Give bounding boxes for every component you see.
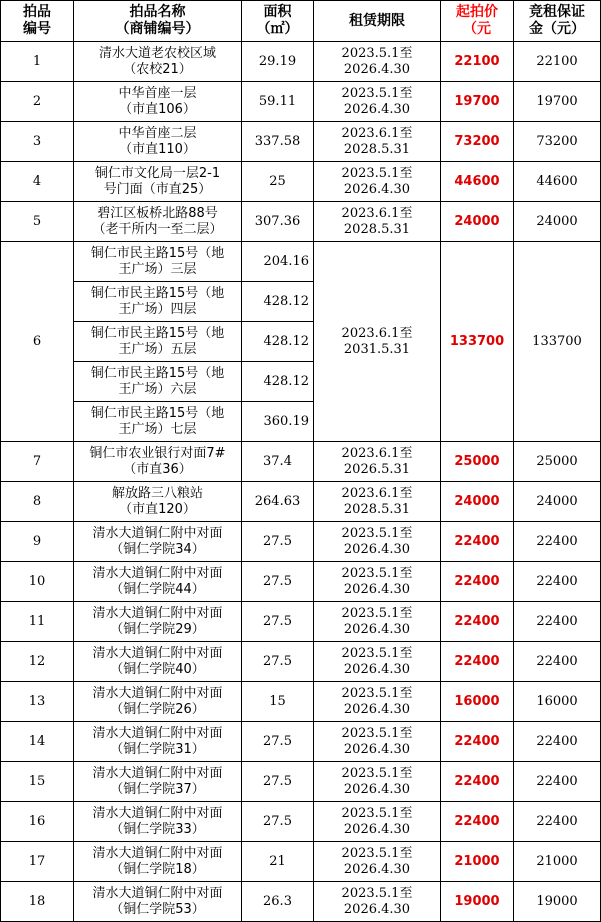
lot-number: 4 <box>1 162 74 202</box>
lot-number: 6 <box>1 242 74 442</box>
start-price: 19700 <box>441 82 514 122</box>
start-price: 22400 <box>441 802 514 842</box>
lot-number: 2 <box>1 82 74 122</box>
header-start-price: 起拍价 （元 <box>441 1 514 42</box>
lot-number: 9 <box>1 522 74 562</box>
shop-name: 清水大道铜仁附中对面 （铜仁学院53） <box>74 882 242 922</box>
table-row <box>1 122 601 162</box>
table-row <box>1 682 601 722</box>
lease-term: 2023.6.1至 2031.5.31 <box>314 242 441 442</box>
header-term: 租赁期限 <box>314 1 441 42</box>
shop-name: 铜仁市民主路15号（地 王广场）五层 <box>74 322 242 362</box>
deposit: 22100 <box>514 42 601 82</box>
lot-number: 12 <box>1 642 74 682</box>
start-price: 21000 <box>441 842 514 882</box>
lot-number: 8 <box>1 482 74 522</box>
start-price: 73200 <box>441 122 514 162</box>
table-row <box>1 602 601 642</box>
deposit: 25000 <box>514 442 601 482</box>
shop-name: 碧江区板桥北路88号 （老干所内一至二层） <box>74 202 242 242</box>
lease-term: 2023.5.1至 2026.4.30 <box>314 842 441 882</box>
start-price: 19000 <box>441 882 514 922</box>
start-price: 24000 <box>441 482 514 522</box>
area: 29.19 <box>242 42 314 82</box>
table-row <box>1 42 601 82</box>
lot-number: 10 <box>1 562 74 602</box>
start-price: 24000 <box>441 202 514 242</box>
table-row <box>1 242 601 282</box>
shop-name: 清水大道铜仁附中对面 （铜仁学院44） <box>74 562 242 602</box>
deposit: 16000 <box>514 682 601 722</box>
start-price: 22400 <box>441 722 514 762</box>
area: 27.5 <box>242 602 314 642</box>
deposit: 133700 <box>514 242 601 442</box>
start-price: 22400 <box>441 602 514 642</box>
area: 59.11 <box>242 82 314 122</box>
area: 27.5 <box>242 642 314 682</box>
lease-term: 2023.5.1至 2026.4.30 <box>314 682 441 722</box>
lot-number: 7 <box>1 442 74 482</box>
lot-number: 11 <box>1 602 74 642</box>
table-row <box>1 842 601 882</box>
area: 307.36 <box>242 202 314 242</box>
lease-term: 2023.5.1至 2026.4.30 <box>314 722 441 762</box>
header-no: 拍品 编号 <box>1 1 74 42</box>
area: 204.16 <box>242 242 314 282</box>
deposit: 22400 <box>514 522 601 562</box>
table-row <box>1 642 601 682</box>
table-body <box>1 42 601 922</box>
deposit: 22400 <box>514 602 601 642</box>
table-row <box>1 802 601 842</box>
area: 26.3 <box>242 882 314 922</box>
start-price: 44600 <box>441 162 514 202</box>
lot-number: 15 <box>1 762 74 802</box>
lease-term: 2023.5.1至 2026.4.30 <box>314 762 441 802</box>
area: 27.5 <box>242 722 314 762</box>
lease-term: 2023.5.1至 2026.4.30 <box>314 802 441 842</box>
lease-term: 2023.6.1至 2028.5.31 <box>314 122 441 162</box>
table-row <box>1 762 601 802</box>
shop-name: 清水大道老农校区域 （农校21） <box>74 42 242 82</box>
deposit: 22400 <box>514 762 601 802</box>
shop-name: 清水大道铜仁附中对面 （铜仁学院29） <box>74 602 242 642</box>
area: 27.5 <box>242 562 314 602</box>
deposit: 22400 <box>514 722 601 762</box>
area: 264.63 <box>242 482 314 522</box>
table-row <box>1 882 601 922</box>
lot-number: 18 <box>1 882 74 922</box>
area: 27.5 <box>242 802 314 842</box>
start-price: 22400 <box>441 762 514 802</box>
header-row <box>1 1 601 42</box>
shop-name: 清水大道铜仁附中对面 （铜仁学院37） <box>74 762 242 802</box>
shop-name: 中华首座一层 （市直106） <box>74 82 242 122</box>
shop-name: 中华首座二层 （市直110） <box>74 122 242 162</box>
table-row <box>1 562 601 602</box>
start-price: 133700 <box>441 242 514 442</box>
shop-name: 清水大道铜仁附中对面 （铜仁学院31） <box>74 722 242 762</box>
area: 27.5 <box>242 762 314 802</box>
area: 37.4 <box>242 442 314 482</box>
lot-number: 1 <box>1 42 74 82</box>
header-name: 拍品名称 （商铺编号） <box>74 1 242 42</box>
lease-term: 2023.5.1至 2026.4.30 <box>314 162 441 202</box>
area: 428.12 <box>242 282 314 322</box>
area: 15 <box>242 682 314 722</box>
lease-term: 2023.5.1至 2026.4.30 <box>314 602 441 642</box>
deposit: 24000 <box>514 482 601 522</box>
lease-term: 2023.5.1至 2026.4.30 <box>314 42 441 82</box>
shop-name: 铜仁市民主路15号（地 王广场）三层 <box>74 242 242 282</box>
lease-term: 2023.5.1至 2026.4.30 <box>314 522 441 562</box>
start-price: 22100 <box>441 42 514 82</box>
lot-number: 13 <box>1 682 74 722</box>
shop-name: 铜仁市民主路15号（地 王广场）七层 <box>74 402 242 442</box>
lease-term: 2023.5.1至 2026.4.30 <box>314 642 441 682</box>
shop-name: 铜仁市文化局一层2-1 号门面（市直25） <box>74 162 242 202</box>
deposit: 24000 <box>514 202 601 242</box>
deposit: 22400 <box>514 642 601 682</box>
lease-term: 2023.6.1至 2028.5.31 <box>314 202 441 242</box>
area: 428.12 <box>242 322 314 362</box>
table-row <box>1 202 601 242</box>
deposit: 19700 <box>514 82 601 122</box>
shop-name: 铜仁市农业银行对面7# （市直36） <box>74 442 242 482</box>
table-row <box>1 442 601 482</box>
deposit: 22400 <box>514 562 601 602</box>
deposit: 21000 <box>514 842 601 882</box>
deposit: 19000 <box>514 882 601 922</box>
shop-name: 铜仁市民主路15号（地 王广场）六层 <box>74 362 242 402</box>
shop-name: 清水大道铜仁附中对面 （铜仁学院40） <box>74 642 242 682</box>
deposit: 44600 <box>514 162 601 202</box>
lease-term: 2023.5.1至 2026.4.30 <box>314 82 441 122</box>
table-row <box>1 522 601 562</box>
shop-name: 清水大道铜仁附中对面 （铜仁学院34） <box>74 522 242 562</box>
area: 337.58 <box>242 122 314 162</box>
lease-term: 2023.6.1至 2028.5.31 <box>314 482 441 522</box>
header-deposit: 竞租保证 金（元） <box>514 1 601 42</box>
shop-name: 铜仁市民主路15号（地 王广场）四层 <box>74 282 242 322</box>
shop-name: 清水大道铜仁附中对面 （铜仁学院33） <box>74 802 242 842</box>
shop-name: 清水大道铜仁附中对面 （铜仁学院18） <box>74 842 242 882</box>
area: 428.12 <box>242 362 314 402</box>
area: 360.19 <box>242 402 314 442</box>
shop-name: 解放路三八粮站 （市直120） <box>74 482 242 522</box>
lot-number: 17 <box>1 842 74 882</box>
area: 21 <box>242 842 314 882</box>
table-row <box>1 82 601 122</box>
start-price: 16000 <box>441 682 514 722</box>
table-row <box>1 482 601 522</box>
lot-number: 5 <box>1 202 74 242</box>
header-area: 面积 （㎡） <box>242 1 314 42</box>
start-price: 22400 <box>441 642 514 682</box>
table-row <box>1 722 601 762</box>
deposit: 22400 <box>514 802 601 842</box>
lot-number: 16 <box>1 802 74 842</box>
shop-name: 清水大道铜仁附中对面 （铜仁学院26） <box>74 682 242 722</box>
lot-number: 3 <box>1 122 74 162</box>
lease-term: 2023.5.1至 2026.4.30 <box>314 562 441 602</box>
deposit: 73200 <box>514 122 601 162</box>
lease-term: 2023.6.1至 2026.5.31 <box>314 442 441 482</box>
start-price: 22400 <box>441 522 514 562</box>
start-price: 25000 <box>441 442 514 482</box>
lot-number: 14 <box>1 722 74 762</box>
start-price: 22400 <box>441 562 514 602</box>
area: 25 <box>242 162 314 202</box>
table-row <box>1 162 601 202</box>
lease-term: 2023.5.1至 2026.4.30 <box>314 882 441 922</box>
area: 27.5 <box>242 522 314 562</box>
